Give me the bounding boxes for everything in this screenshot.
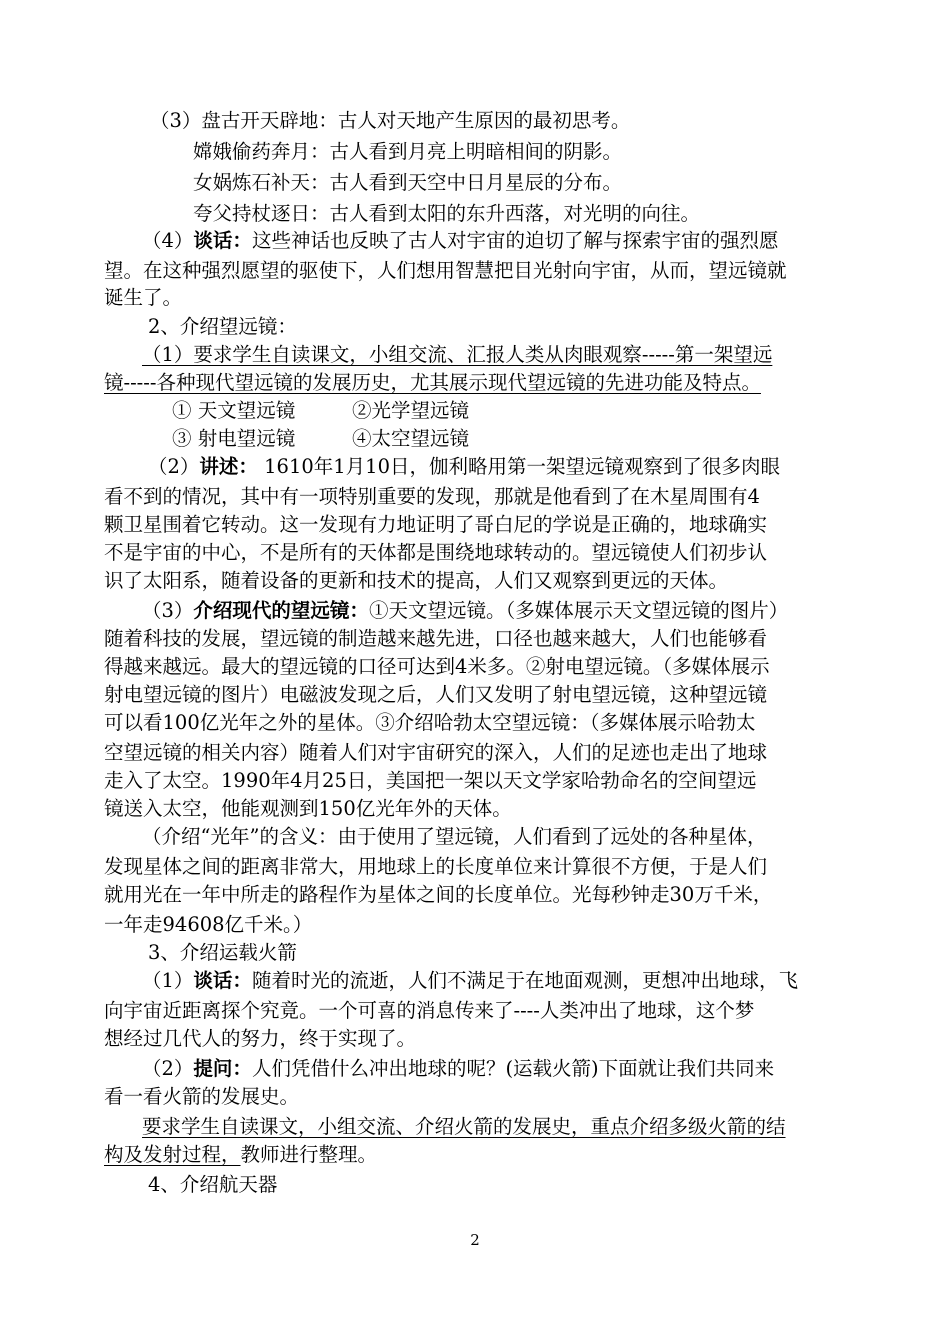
text-line bbox=[142, 596, 788, 626]
text-line bbox=[142, 226, 778, 256]
text-line: 不是宇宙的中心，不是所有的天体都是围绕地球转动的。望远镜使人们初步认 bbox=[104, 541, 768, 564]
paragraph-text: 1610年1月10日，伽利略用第一架望远镜观察到了很多肉眼 bbox=[257, 455, 780, 478]
paragraph-number: （3） bbox=[142, 599, 194, 622]
text-line: 射电望远镜的图片）电磁波发现之后，人们又发明了射电望远镜，这种望远镜 bbox=[104, 683, 768, 706]
underlined-line: （1）要求学生自读课文，小组交流、汇报人类从肉眼观察-----第一架望远 bbox=[142, 343, 773, 366]
page-number: 2 bbox=[470, 1231, 480, 1249]
list-item: ① 天文望远镜 bbox=[172, 399, 296, 422]
bold-label: 讲述： bbox=[199, 455, 258, 478]
text-line: 就用光在一年中所走的路程作为星体之间的长度单位。光每秒钟走30万千米， bbox=[104, 883, 773, 906]
text-line: 看不到的情况，其中有一项特别重要的发现，那就是他看到了在木星周围有4 bbox=[104, 485, 760, 508]
text-line: 望。在这种强烈愿望的驱使下，人们想用智慧把目光射向宇宙，从而，望远镜就 bbox=[104, 259, 787, 282]
list-item: ④太空望远镜 bbox=[352, 427, 470, 450]
text-line: 诞生了。 bbox=[104, 286, 183, 309]
text-line: 看一看火箭的发展史。 bbox=[104, 1085, 300, 1108]
paragraph-number: （2） bbox=[148, 455, 200, 478]
bold-label: 谈话： bbox=[193, 969, 252, 992]
text-line bbox=[148, 452, 780, 482]
text-line: 向宇宙近距离探个究竟。一个可喜的消息传来了----人类冲出了地球，这个梦 bbox=[104, 999, 755, 1022]
text-line: 嫦娥偷药奔月：古人看到月亮上明暗相间的阴影。 bbox=[193, 140, 623, 163]
text-line bbox=[142, 966, 798, 996]
text-line: 随着科技的发展，望远镜的制造越来越先进，口径也越来越大，人们也能够看 bbox=[104, 627, 768, 650]
text-line bbox=[142, 1054, 774, 1084]
text-line: 女娲炼石补天：古人看到天空中日月星辰的分布。 bbox=[193, 171, 623, 194]
text-line: 可以看100亿光年之外的星体。③介绍哈勃太空望远镜：（多媒体展示哈勃太 bbox=[104, 711, 756, 734]
paragraph-text: 随着时光的流逝，人们不满足于在地面观测，更想冲出地球，飞 bbox=[251, 969, 798, 992]
text-line: 想经过几代人的努力，终于实现了。 bbox=[104, 1027, 417, 1050]
list-item: ②光学望远镜 bbox=[352, 399, 470, 422]
section-heading: 2、介绍望远镜： bbox=[148, 315, 297, 338]
bold-label: 提问： bbox=[193, 1057, 252, 1080]
text-line: 颗卫星围着它转动。这一发现有力地证明了哥白尼的学说是正确的，地球确实 bbox=[104, 513, 768, 536]
text-line bbox=[104, 1140, 377, 1170]
list-item: ③ 射电望远镜 bbox=[172, 427, 296, 450]
text-line: 夸父持杖逐日：古人看到太阳的东升西落，对光明的向往。 bbox=[193, 202, 701, 225]
paragraph-text: 教师进行整理。 bbox=[240, 1143, 378, 1166]
text-line: （3）盘古开天辟地：古人对天地产生原因的最初思考。 bbox=[150, 109, 631, 132]
underlined-line: 要求学生自读课文，小组交流、介绍火箭的发展史，重点介绍多级火箭的结 bbox=[142, 1115, 786, 1138]
text-line: 走入了太空。1990年4月25日，美国把一架以天文学家哈勃命名的空间望远 bbox=[104, 769, 757, 792]
bold-label: 介绍现代的望远镜： bbox=[193, 599, 369, 622]
paragraph-text: ①天文望远镜。（多媒体展示天文望远镜的图片） bbox=[368, 599, 789, 622]
text-line: 得越来越远。最大的望远镜的口径可达到4米多。②射电望远镜。（多媒体展示 bbox=[104, 655, 770, 678]
paragraph-number: （1） bbox=[142, 969, 194, 992]
text-line: 一年走94608亿千米。） bbox=[104, 913, 313, 936]
text-line: 镜送入太空，他能观测到150亿光年外的天体。 bbox=[104, 797, 512, 820]
section-heading: 4、介绍航天器 bbox=[148, 1173, 278, 1196]
bold-label: 谈话： bbox=[193, 229, 252, 252]
paragraph-number: （2） bbox=[142, 1057, 194, 1080]
underlined-text: 构及发射过程， bbox=[104, 1143, 241, 1166]
paragraph-text: 这些神话也反映了古人对宇宙的迫切了解与探索宇宙的强烈愿 bbox=[251, 229, 779, 252]
paragraph-text: 人们凭借什么冲出地球的呢？(运载火箭)下面就让我们共同来 bbox=[251, 1057, 775, 1080]
text-line: 发现星体之间的距离非常大，用地球上的长度单位来计算很不方便，于是人们 bbox=[104, 855, 768, 878]
text-line: （介绍“光年”的含义：由于使用了望远镜，人们看到了远处的各种星体， bbox=[142, 825, 767, 848]
text-line: 空望远镜的相关内容）随着人们对宇宙研究的深入，人们的足迹也走出了地球 bbox=[104, 741, 768, 764]
paragraph-number: （4） bbox=[142, 229, 194, 252]
underlined-line: 镜-----各种现代望远镜的发展历史，尤其展示现代望远镜的先进功能及特点。 bbox=[104, 371, 761, 394]
section-heading: 3、介绍运载火箭 bbox=[148, 941, 297, 964]
text-line: 识了太阳系，随着设备的更新和技术的提高，人们又观察到更远的天体。 bbox=[104, 569, 729, 592]
